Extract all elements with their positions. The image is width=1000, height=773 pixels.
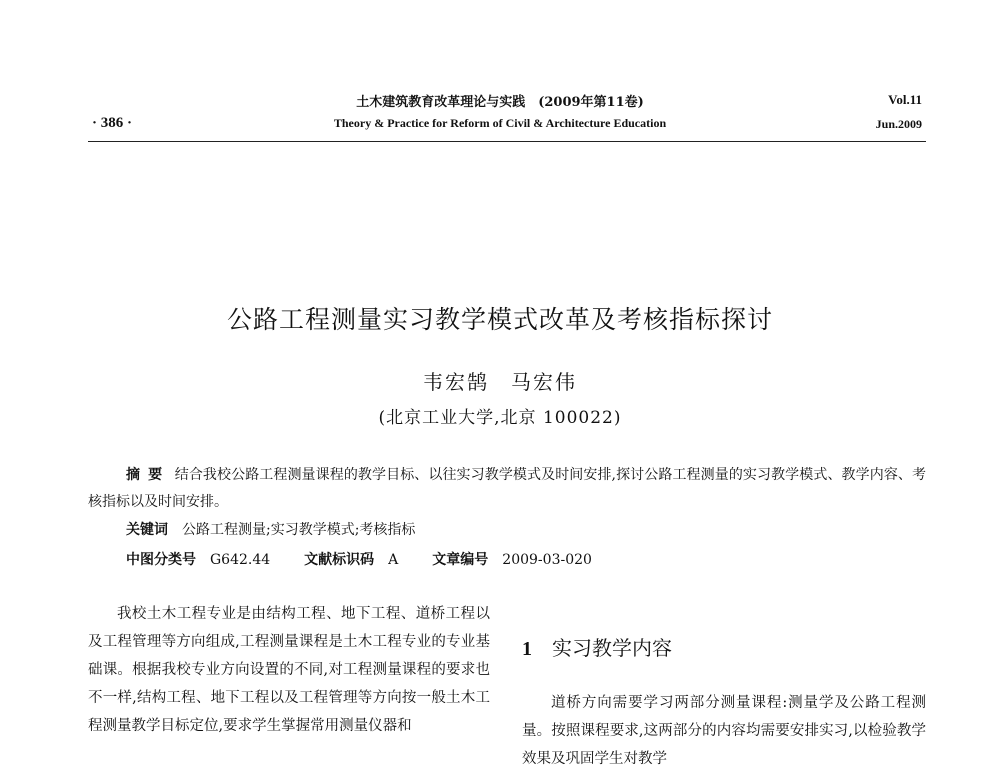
clc-value: G642.44: [210, 552, 271, 568]
section-title: 实习教学内容: [552, 636, 672, 660]
keywords-text: 公路工程测量;实习教学模式;考核指标: [182, 522, 416, 538]
volume-label: Vol.11: [888, 92, 922, 107]
abstract-label: 摘要: [126, 467, 171, 483]
article-title: 公路工程测量实习教学模式改革及考核指标探讨: [226, 305, 773, 334]
journal-title-english: Theory & Practice for Reform of Civil & Architecture Education: [333, 116, 667, 130]
doc-code-value: A: [388, 552, 399, 568]
keywords-line: [126, 519, 415, 539]
body-left-column: 我校土木工程专业是由结构工程、地下工程、道桥工程以及工程管理等方向组成,工程测量课程是土木工程专业的专业基础课。根据我校专业方向设置的不同,对工程测量课程的要求也不一样,结构工程、地下工程以及工程管理等方向按一般土木工程测量教学目标定位,要求学生掌握常用测量仪器和: [88, 606, 490, 734]
journal-title-chinese: 土木建筑教育改革理论与实践 (2009年第11卷): [356, 95, 644, 110]
header-rule: [88, 141, 926, 142]
doc-code-label: 文献标识码: [304, 552, 375, 568]
clc-label: 中图分类号: [126, 552, 196, 568]
abstract-block: [88, 462, 926, 516]
article-number-value: 2009-03-020: [502, 552, 592, 568]
article-authors: 韦宏鹄 马宏伟: [423, 370, 577, 394]
section-heading: [522, 632, 672, 661]
page-number: · 386 ·: [92, 115, 133, 131]
issue-date: Jun.2009: [875, 117, 922, 131]
article-number-label: 文章编号: [432, 552, 489, 568]
abstract-text: 结合我校公路工程测量课程的教学目标、以往实习教学模式及时间安排,探讨公路工程测量的实习教学模式、教学内容、考核指标以及时间安排。: [88, 467, 927, 510]
classification-line: [126, 549, 592, 569]
author-affiliation: (北京工业大学,北京 100022): [378, 408, 622, 428]
body-right-column: 道桥方向需要学习两部分测量课程:测量学及公路工程测量。按照课程要求,这两部分的内容均需要安排实习,以检验教学效果及巩固学生对教学: [522, 695, 926, 767]
keywords-label: 关键词: [126, 522, 168, 538]
section-number: 1: [522, 638, 532, 660]
